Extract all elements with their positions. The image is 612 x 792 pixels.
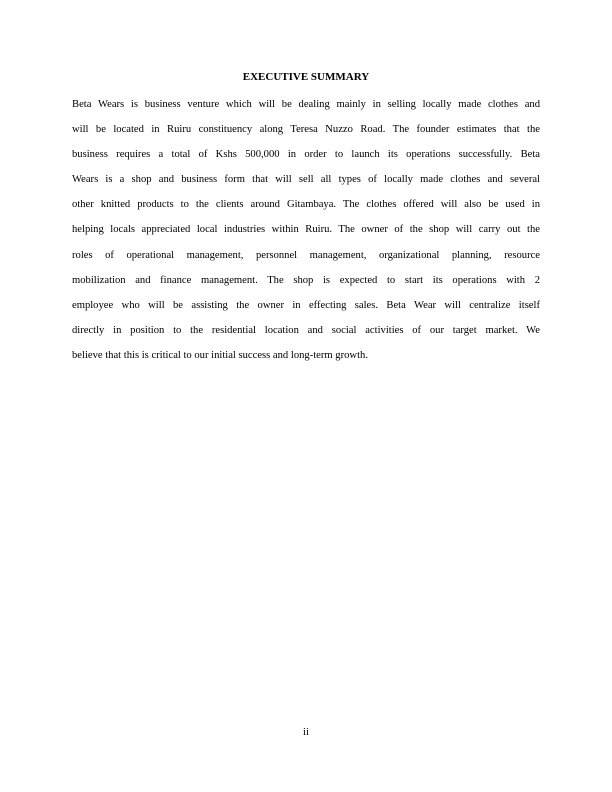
summary-paragraph: [72, 98, 540, 374]
paragraph-line: mobilization and finance management. The shop is expected to start its operations with 2: [72, 274, 540, 286]
paragraph-line: other knitted products to the clients around Gitambaya. The clothes offered will also be used in: [72, 199, 540, 211]
paragraph-line: Beta Wears is business venture which will be dealing mainly in selling locally made clothes and: [72, 99, 540, 110]
paragraph-line: helping locals appreciated local industries within Ruiru. The owner of the shop will carry out the: [72, 224, 540, 236]
paragraph-line: Wears is a shop and business form that will sell all types of locally made clothes and several: [72, 174, 540, 186]
paragraph-line: roles of operational management, personnel management, organizational planning, resource: [72, 249, 540, 261]
paragraph-line: business requires a total of Kshs 500,000 in order to launch its operations successfully. Beta: [72, 149, 540, 161]
paragraph-line: believe that this is critical to our initial success and long-term growth.: [72, 349, 368, 361]
section-title: EXECUTIVE SUMMARY: [242, 71, 370, 83]
page-number: ii: [303, 727, 309, 738]
paragraph-line: employee who will be assisting the owner in effecting sales. Beta Wear will centralize itself: [72, 299, 540, 311]
paragraph-line: will be located in Ruiru constituency along Teresa Nuzzo Road. The founder estimates that the: [72, 124, 540, 136]
paragraph-line: directly in position to the residential location and social activities of our target market. We: [72, 324, 540, 336]
